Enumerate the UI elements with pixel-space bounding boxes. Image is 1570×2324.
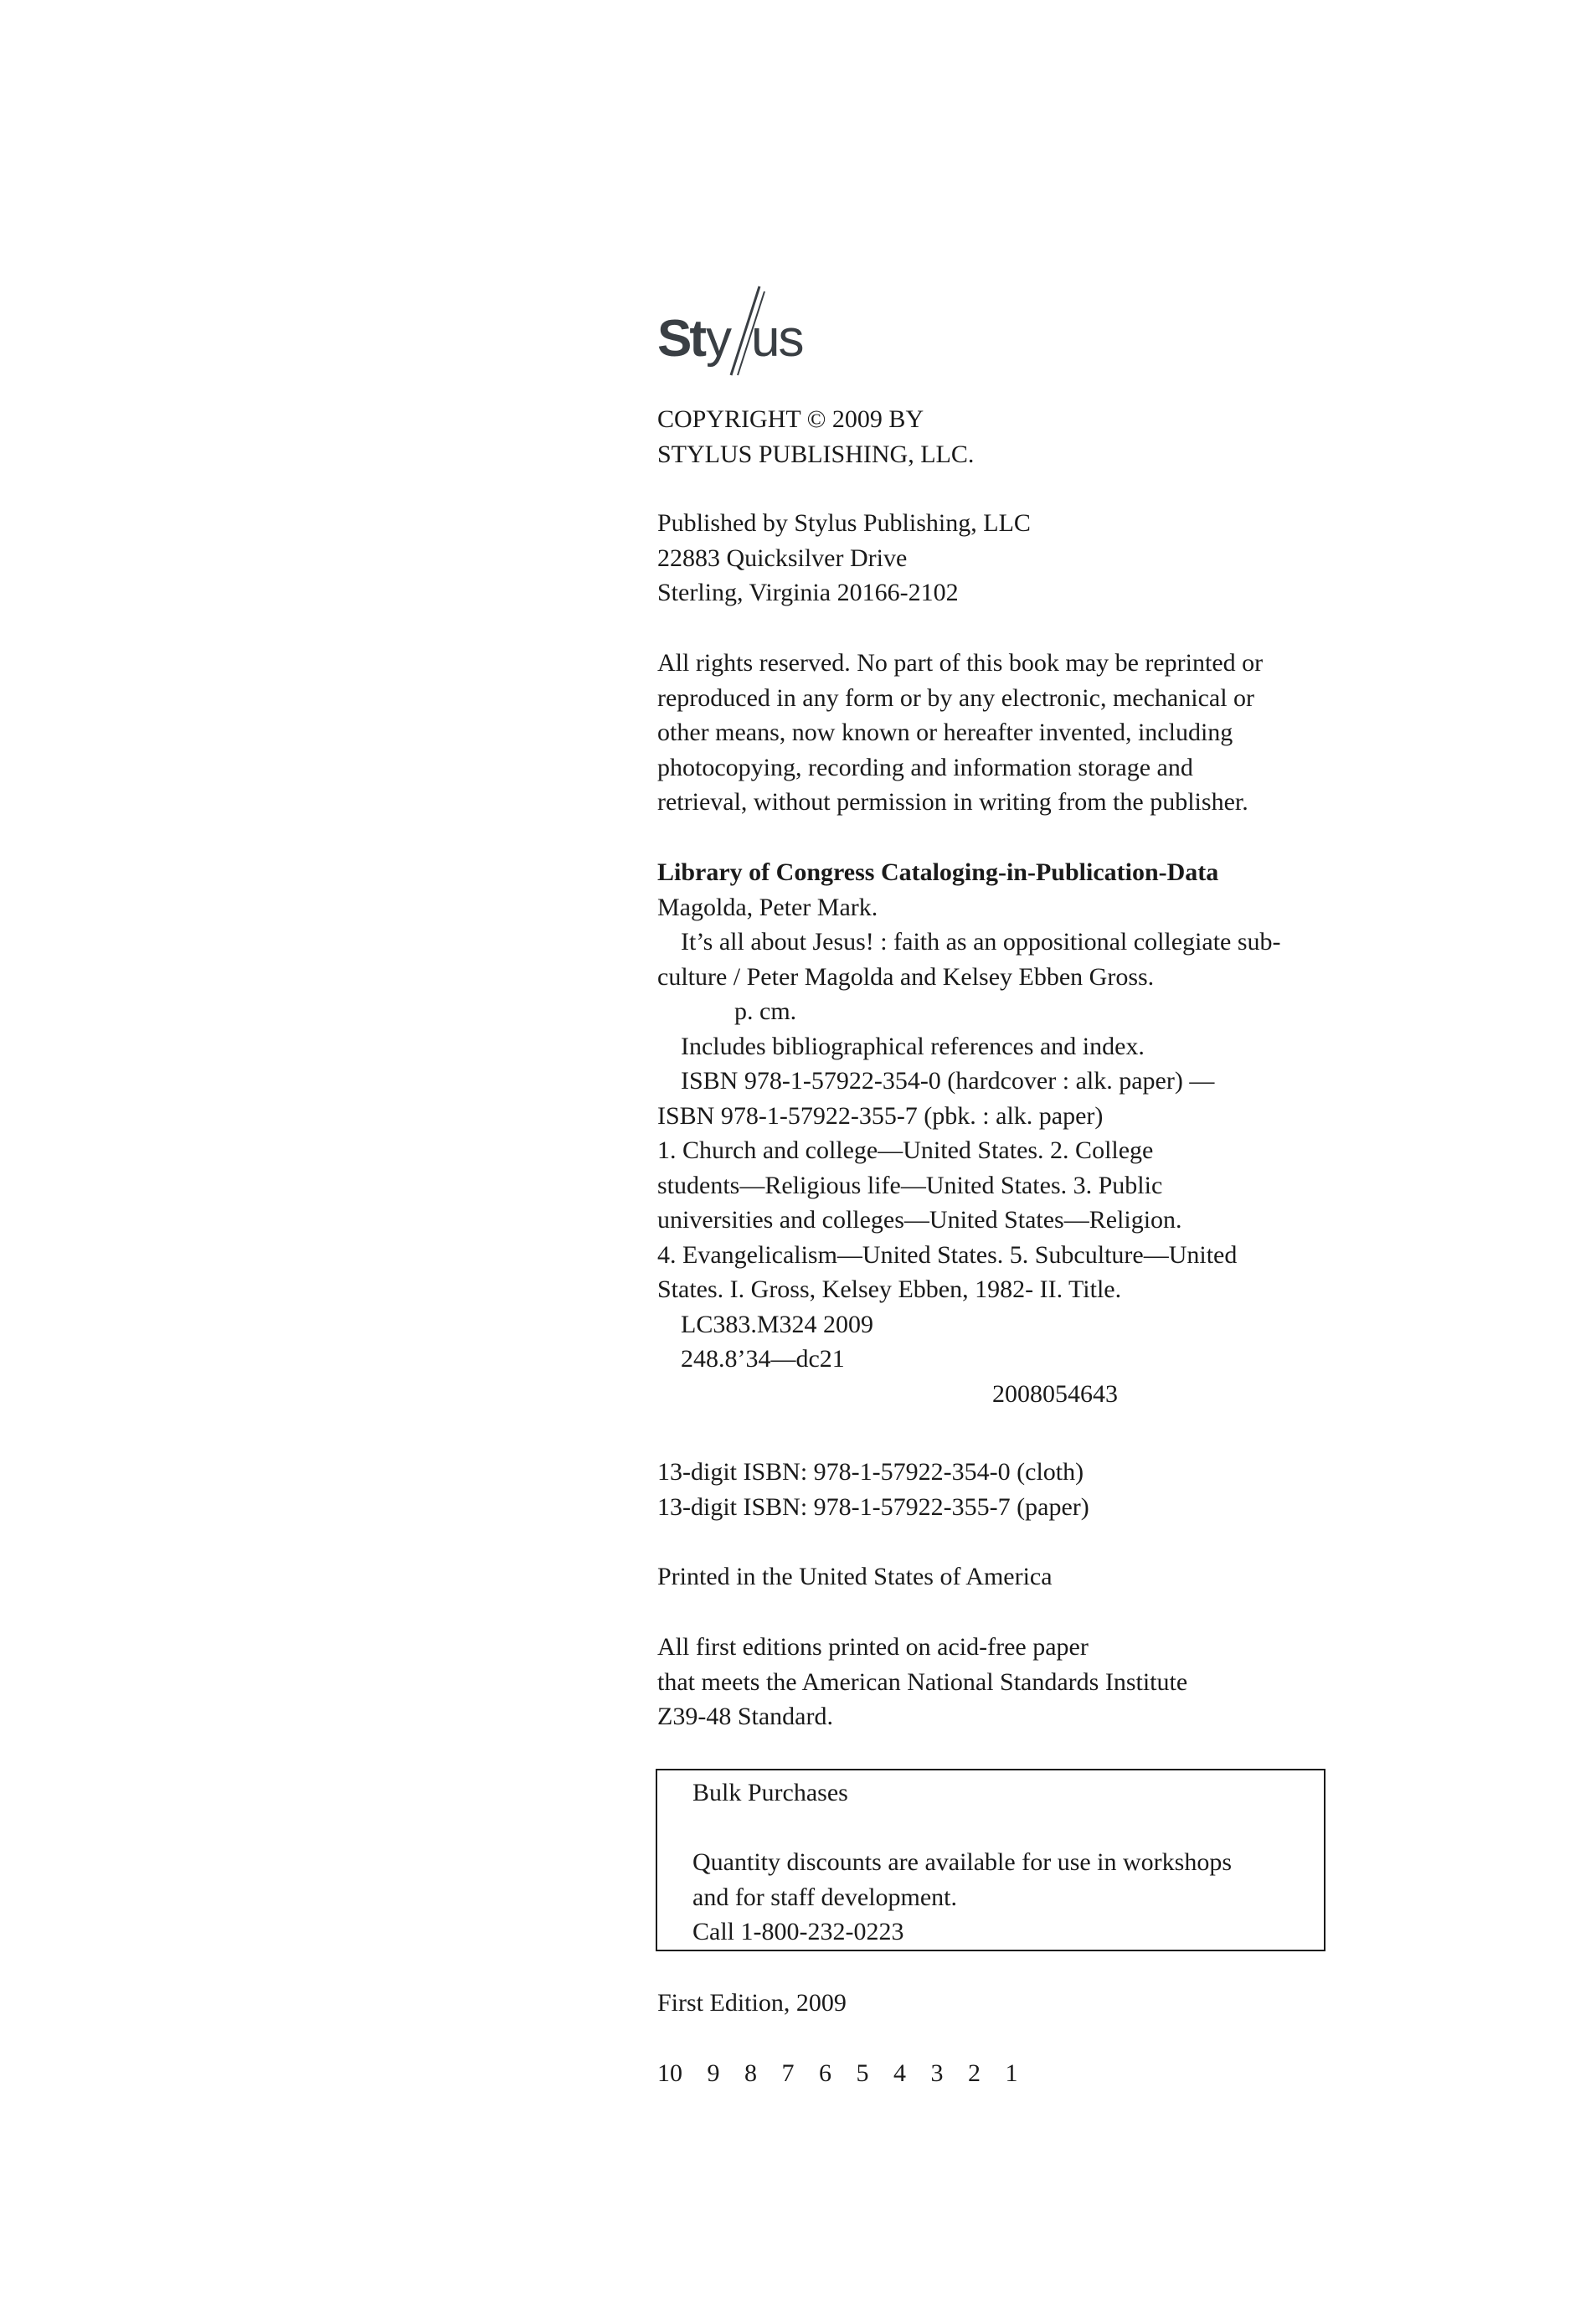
cip-subject-line: 1. Church and college—United States. 2. College xyxy=(657,1136,1154,1164)
rights-block xyxy=(657,646,1327,820)
printed-in: Printed in the United States of America xyxy=(657,1563,1053,1590)
publisher-street: 22883 Quicksilver Drive xyxy=(657,544,908,572)
rights-line: All rights reserved. No part of this book may be reprinted or xyxy=(657,649,1264,677)
bulk-phone: Call 1-800-232-0223 xyxy=(692,1918,904,1945)
svg-text:St: St xyxy=(657,310,704,368)
cip-author: Magolda, Peter Mark. xyxy=(657,893,878,921)
printing-number: 1 xyxy=(1005,2059,1018,2087)
printing-number: 5 xyxy=(856,2059,869,2087)
acid-free-block xyxy=(657,1630,1327,1734)
copyright-line-2: STYLUS PUBLISHING, LLC. xyxy=(657,440,975,468)
printed-block xyxy=(657,1559,1327,1595)
bulk-spacer xyxy=(692,1811,1324,1846)
rights-line: photocopying, recording and information storage and xyxy=(657,753,1193,781)
publisher-city: Sterling, Virginia 20166-2102 xyxy=(657,579,959,606)
svg-text:us: us xyxy=(751,310,803,368)
cip-subject-line: States. I. Gross, Kelsey Ebben, 1982- II. Title. xyxy=(657,1275,1122,1303)
pen-logo-icon xyxy=(657,285,808,377)
publisher-name: Published by Stylus Publishing, LLC xyxy=(657,509,1031,537)
bulk-title: Bulk Purchases xyxy=(692,1779,848,1806)
cip-lccn: 2008054643 xyxy=(992,1379,1118,1408)
edition-block xyxy=(657,1986,1327,2021)
acid-free-line: that meets the American National Standards Institute xyxy=(657,1667,1188,1696)
printing-numbers xyxy=(657,2056,1037,2091)
cip-isbn-line-1: ISBN 978-1-57922-354-0 (hardcover : alk. paper) — xyxy=(681,1067,1215,1095)
cip-subject-line: universities and colleges—United States—Religion. xyxy=(657,1206,1182,1234)
bulk-purchases-box xyxy=(656,1769,1325,1951)
cip-isbn-line-2: ISBN 978-1-57922-355-7 (pbk. : alk. paper) xyxy=(657,1101,1104,1130)
printing-number: 9 xyxy=(707,2059,720,2087)
isbn-paper: 13-digit ISBN: 978-1-57922-355-7 (paper) xyxy=(657,1492,1089,1521)
copyright-block xyxy=(657,402,1327,471)
cip-subject-line: 4. Evangelicalism—United States. 5. Subculture—United xyxy=(657,1240,1238,1269)
svg-text:y: y xyxy=(706,310,729,368)
cip-subject-line: students—Religious life—United States. 3. Public xyxy=(657,1171,1163,1199)
cip-title-line-1: It’s all about Jesus! : faith as an oppositional collegiate sub- xyxy=(681,928,1281,956)
printing-number: 8 xyxy=(744,2059,757,2087)
rights-line: other means, now known or hereafter invented, including xyxy=(657,719,1233,746)
stylus-logo xyxy=(657,285,808,377)
printing-number: 3 xyxy=(930,2059,944,2087)
acid-free-line: Z39-48 Standard. xyxy=(657,1703,833,1730)
printing-number: 10 xyxy=(657,2059,682,2087)
printing-number: 4 xyxy=(893,2059,906,2087)
cip-heading: Library of Congress Cataloging-in-Publication-Data xyxy=(657,858,1219,886)
copyright-line-1: COPYRIGHT © 2009 BY xyxy=(657,405,924,433)
cip-lc-class: LC383.M324 2009 xyxy=(681,1310,874,1338)
printing-number: 7 xyxy=(781,2059,795,2087)
printing-number: 6 xyxy=(819,2059,831,2087)
isbn-cloth: 13-digit ISBN: 978-1-57922-354-0 (cloth) xyxy=(657,1458,1084,1486)
cip-title-line-2: culture / Peter Magolda and Kelsey Ebben Gross. xyxy=(657,962,1155,991)
rights-line: retrieval, without permission in writing from the publisher. xyxy=(657,788,1248,816)
printing-number: 2 xyxy=(968,2059,981,2087)
cip-dewey: 248.8’34—dc21 xyxy=(681,1345,845,1373)
edition: First Edition, 2009 xyxy=(657,1989,847,2017)
cip-block xyxy=(657,855,1327,1411)
isbn-block xyxy=(657,1455,1327,1524)
bulk-line-1: Quantity discounts are available for use in workshops xyxy=(692,1848,1233,1876)
publisher-block xyxy=(657,506,1327,611)
acid-free-line: All first editions printed on acid-free paper xyxy=(657,1633,1089,1661)
bulk-line-2: and for staff development. xyxy=(692,1883,958,1911)
cip-pcm: p. cm. xyxy=(734,997,797,1025)
rights-line: reproduced in any form or by any electronic, mechanical or xyxy=(657,683,1255,712)
cip-includes: Includes bibliographical references and index. xyxy=(681,1032,1145,1060)
